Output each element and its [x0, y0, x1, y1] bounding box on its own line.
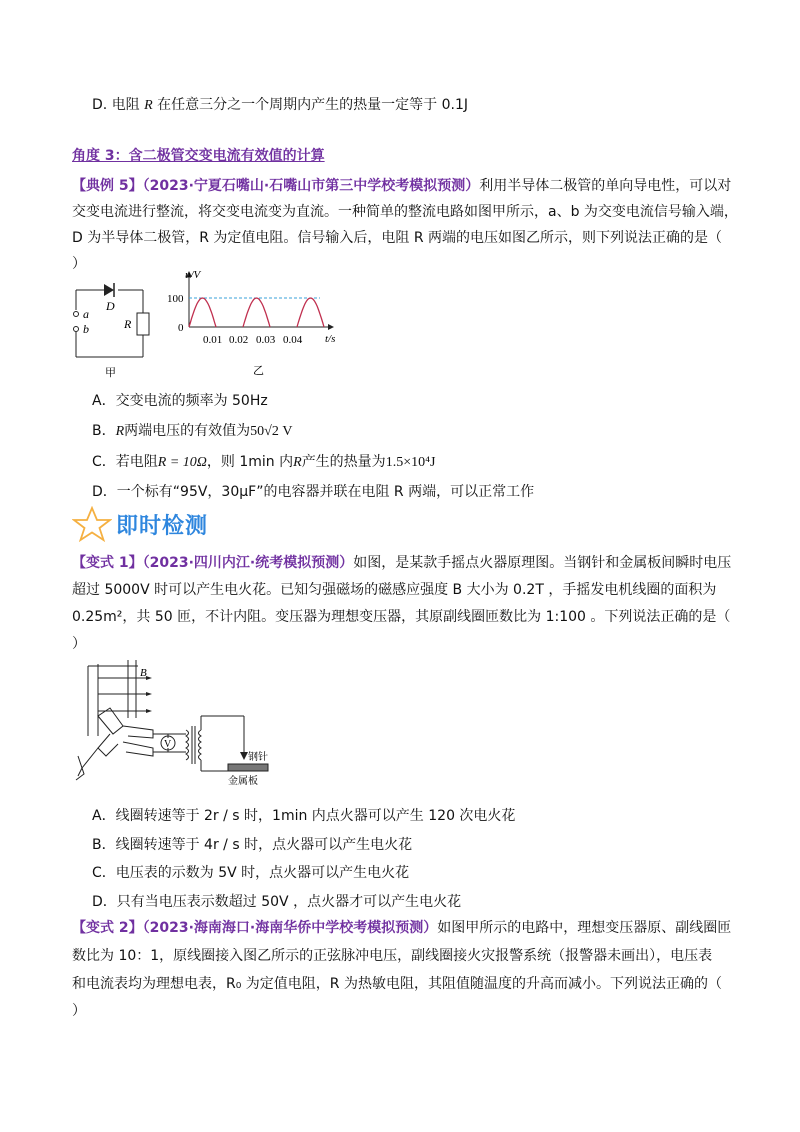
star-icon	[72, 506, 112, 542]
arrow-icon	[146, 676, 152, 680]
variant1-option-a: A．线圈转速等于 2r / s 时，1min 内点火器可以产生 120 次电火花	[92, 808, 516, 824]
x-tick-4: 0.04	[283, 334, 303, 346]
x-tick-2: 0.02	[229, 334, 249, 346]
example5-line4: ）	[72, 256, 86, 272]
y-tick-0: 0	[178, 322, 184, 334]
variant1-line4: ）	[72, 636, 86, 652]
rectifier-circuit-figure	[68, 270, 178, 380]
label-plate: 金属板	[228, 776, 258, 786]
example5-option-c: C．若电阻R = 10Ω，则 1min 内R产生的热量为1.5×10⁴J	[92, 454, 436, 470]
label-B: B	[140, 667, 147, 679]
label-D: D	[106, 299, 115, 313]
variant1-line2: 超过 5000V 时可以产生电火花。已知匀强磁场的磁感应强度 B 大小为 0.2T ，手摇发电机线圈的面积为	[72, 582, 717, 598]
label-b: b	[83, 322, 89, 336]
banner-title: 即时检测	[116, 514, 209, 539]
example5-option-a: A．交变电流的频率为 50Hz	[92, 393, 268, 409]
y-axis-label: u/V	[185, 269, 201, 281]
banner	[72, 506, 232, 542]
x-tick-3: 0.03	[256, 334, 276, 346]
section-heading: 角度 3：含二极管交变电流有效值的计算	[72, 148, 325, 164]
variant2-line3: 和电流表均为理想电表，R₀ 为定值电阻，R 为热敏电阻，其阻值随温度的升高而减小。下列说法正确的（	[72, 976, 722, 992]
label-needle: 钢针	[248, 752, 268, 763]
example5-line3: D 为半导体二极管，R 为定值电阻。信号输入后，电阻 R 两端的电压如图乙所示，则下列说法正确的是（	[72, 230, 723, 246]
igniter-figure	[68, 656, 288, 786]
variant2-line4: ）	[72, 1003, 86, 1019]
voltage-graph-figure	[165, 268, 350, 380]
variant2-line1: 【变式 2】（2023·海南海口·海南华侨中学校考模拟预测）如图甲所示的电路中，理想变压器原、副线圈匝	[72, 920, 732, 936]
caption-jia: 甲	[105, 367, 116, 379]
halfwave-curve	[189, 298, 324, 327]
variant2-line2: 数比为 10：1，原线圈接入图乙所示的正弦脉冲电压，副线圈接火灾报警系统（报警器未画出），电压表	[72, 948, 713, 964]
variant1-option-b: B．线圈转速等于 4r / s 时，点火器可以产生电火花	[92, 837, 413, 853]
x-tick-1: 0.01	[203, 334, 223, 346]
x-axis-label: t/s	[325, 333, 336, 345]
example5-option-b: B．R两端电压的有效值为50√2 V	[92, 423, 293, 439]
example5-line1: 【典例 5】（2023·宁夏石嘴山·石嘴山市第三中学校考模拟预测）利用半导体二极管的单向导电性，可以对	[72, 178, 732, 194]
diode-icon	[104, 284, 114, 296]
caption-yi: 乙	[253, 365, 264, 377]
y-tick-100: 100	[167, 293, 184, 305]
top-option-d: D. 电阻 R 在任意三分之一个周期内产生的热量一定等于 0.1J	[92, 97, 468, 113]
example5-option-d: D．一个标有“95V，30μF”的电容器并联在电阻 R 两端，可以正常工作	[92, 484, 535, 500]
label-V: V	[164, 739, 172, 750]
metal-plate	[228, 764, 268, 771]
variant1-line1: 【变式 1】（2023·四川内江·统考模拟预测）如图，是某款手摇点火器原理图。当钢针和金属板间瞬时电压	[72, 555, 732, 571]
label-R: R	[124, 317, 132, 331]
label-a: a	[83, 307, 89, 321]
variant1-option-c: C．电压表的示数为 5V 时，点火器可以产生电火花	[92, 865, 410, 881]
variant1-option-d: D．只有当电压表示数超过 50V ，点火器才可以产生电火花	[92, 894, 462, 910]
example5-line2: 交变电流进行整流，将交变电流变为直流。一种简单的整流电路如图甲所示，a、b 为交变电流信号输入端，	[72, 204, 738, 220]
variant1-line3: 0.25m²，共 50 匝，不计内阻。变压器为理想变压器，其原副线圈匝数比为 1:100 。下列说法正确的是（	[72, 609, 731, 625]
